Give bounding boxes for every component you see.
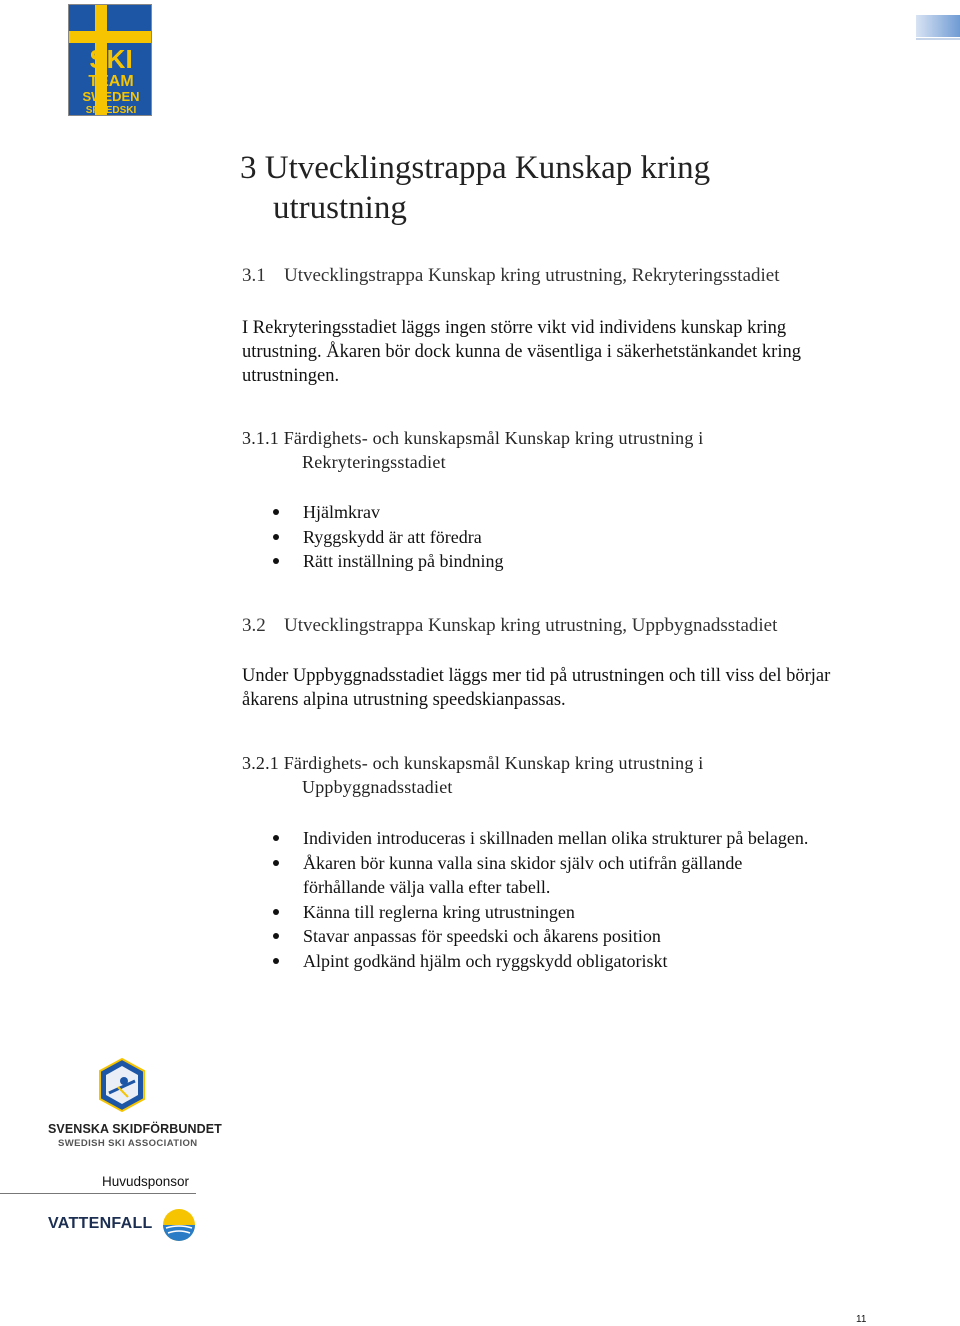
subsection-number: 3.1.1 (242, 428, 279, 448)
bullet-icon (273, 835, 279, 841)
sponsor-divider (0, 1193, 196, 1194)
skidforbundet-seal-icon (94, 1057, 150, 1113)
page-title-line1: 3 Utvecklingstrappa Kunskap kring (240, 150, 711, 186)
organization-name: SVENSKA SKIDFÖRBUNDET (48, 1122, 222, 1136)
subsection-title-line1: Färdighets- och kunskapsmål Kunskap kring utrustning i (283, 753, 704, 773)
organization-subtitle: SWEDISH SKI ASSOCIATION (58, 1138, 198, 1149)
section-number: 3.2 (242, 615, 266, 636)
bullet-list-3-2-1 (242, 826, 822, 973)
subsection-3-1-1-heading (242, 426, 703, 474)
section-title: Utvecklingstrappa Kunskap kring utrustning, Rekryteringsstadiet (284, 265, 780, 286)
list-item: Individen introduceras i skillnaden mellan olika strukturer på belagen. (242, 826, 822, 851)
page-title-line2: utrustning (273, 190, 407, 226)
ski-team-sweden-logo (68, 4, 152, 116)
swedish-flag-icon (69, 5, 152, 116)
sponsor-name: VATTENFALL (48, 1215, 153, 1232)
sponsor-label: Huvudsponsor (102, 1174, 190, 1189)
list-item: Stavar anpassas för speedski och åkarens position (242, 924, 822, 949)
subsection-number: 3.2.1 (242, 753, 279, 773)
header-divider (916, 38, 960, 40)
bullet-icon (273, 534, 279, 540)
list-item: Rätt inställning på bindning (242, 549, 822, 574)
bullet-icon (273, 509, 279, 515)
subsection-title-line1: Färdighets- och kunskapsmål Kunskap kring utrustning i (283, 428, 704, 448)
header-gradient-bar (916, 15, 960, 37)
logo-line-speedski: SPEEDSKI (85, 105, 137, 116)
page-number: 11 (856, 1314, 867, 1325)
subsection-title-line2: Rekryteringsstadiet (302, 452, 446, 472)
list-item: Hjälmkrav (242, 500, 822, 525)
logo-line-team: TEAM (88, 73, 134, 90)
subsection-3-2-1-heading (242, 751, 703, 799)
section-3-2-heading (242, 614, 777, 638)
section-title: Utvecklingstrappa Kunskap kring utrustning, Uppbygnadsstadiet (284, 615, 778, 636)
bullet-icon (273, 860, 279, 866)
bullet-list-3-1-1 (242, 500, 822, 574)
section-3-1-paragraph: I Rekryteringsstadiet läggs ingen större vikt vid individens kunskap kring utrustning. Åkaren bör dock kunna de väsentliga i säkerhetstänkandet kring utrustningen. (242, 318, 801, 386)
bullet-icon (273, 933, 279, 939)
bullet-icon (273, 558, 279, 564)
subsection-title-line2: Uppbyggnadsstadiet (302, 777, 453, 797)
section-3-1-heading (242, 264, 780, 288)
list-item: Känna till reglerna kring utrustningen (242, 900, 822, 925)
list-item: Ryggskydd är att föredra (242, 525, 822, 550)
page-title (240, 148, 860, 228)
list-item: Alpint godkänd hjälm och ryggskydd obligatoriskt (242, 949, 822, 974)
bullet-icon (273, 958, 279, 964)
logo-line-sweden: SWEDEN (82, 89, 140, 104)
logo-line-ski: SKI (89, 44, 133, 74)
bullet-icon (273, 909, 279, 915)
vattenfall-logo-icon (162, 1208, 196, 1242)
list-item: Åkaren bör kunna valla sina skidor själv och utifrån gällande förhållande välja valla efter tabell. (242, 851, 822, 900)
section-number: 3.1 (242, 265, 266, 286)
section-3-2-paragraph: Under Uppbyggnadsstadiet läggs mer tid på utrustningen och till viss del börjar åkarens alpina utrustning speedskianpassas. (242, 666, 831, 710)
